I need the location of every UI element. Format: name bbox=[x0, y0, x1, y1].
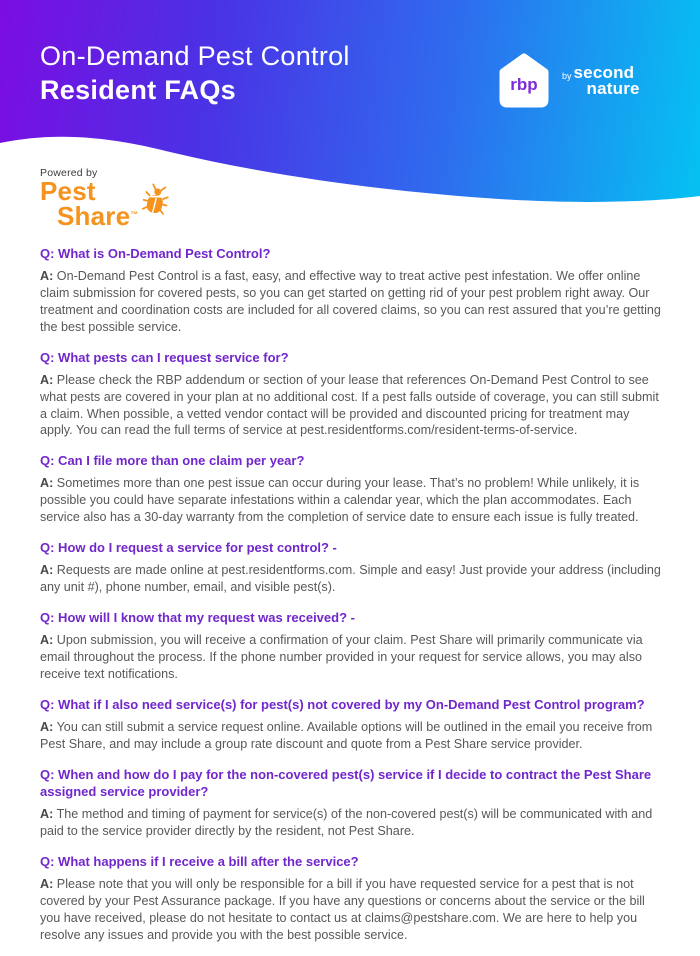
faq-item-6 bbox=[40, 696, 662, 753]
faq-question: Q: When and how do I pay for the non-covered pest(s) service if I decide to contract the Pest Share assigned service provider? bbox=[40, 766, 652, 799]
rbp-logo-text: rbp bbox=[510, 75, 538, 94]
faq-content bbox=[40, 245, 662, 956]
powered-by-label: Powered by bbox=[40, 167, 98, 179]
rbp-second-nature-logo bbox=[494, 48, 640, 114]
rbp-house-icon bbox=[494, 48, 554, 114]
bug-icon bbox=[142, 176, 170, 224]
brand-word-nature: nature bbox=[586, 79, 640, 98]
faq-question: Q: What is On-Demand Pest Control? bbox=[40, 246, 271, 261]
answer-prefix: A: bbox=[40, 719, 54, 734]
faq-answer bbox=[40, 268, 662, 336]
pest-wordmark: Pest bbox=[40, 176, 96, 206]
faq-question: Q: How will I know that my request was received? - bbox=[40, 610, 355, 625]
faq-answer bbox=[40, 719, 662, 753]
faq-answer bbox=[40, 632, 662, 683]
page-title bbox=[40, 40, 350, 108]
answer-text: On-Demand Pest Control is a fast, easy, and effective way to treat active pest infestation. We offer online claim submission for covered pests, so you can get started on getting rid of your pest problem right away. Our treatment and coordination costs are included for all covered claims, so you can rest assured that you’re getting the best possible service. bbox=[40, 269, 661, 334]
faq-item-3 bbox=[40, 452, 662, 526]
faq-item-4 bbox=[40, 539, 662, 596]
faq-question: Q: What if I also need service(s) for pest(s) not covered by my On-Demand Pest Control program? bbox=[40, 696, 645, 712]
answer-prefix: A: bbox=[40, 269, 54, 284]
faq-answer bbox=[40, 876, 662, 944]
share-wordmark: Share™ bbox=[57, 200, 139, 231]
faq-answer bbox=[40, 806, 662, 840]
by-label: by bbox=[562, 70, 572, 81]
faq-answer bbox=[40, 475, 662, 526]
faq-answer bbox=[40, 562, 662, 596]
answer-prefix: A: bbox=[40, 372, 54, 387]
answer-prefix: A: bbox=[40, 563, 54, 578]
answer-text: Upon submission, you will receive a confirmation of your claim. Pest Share will primarily communicate via email throughout the process. If the phone number provided in your request for service allows, you may also receive text notifications. bbox=[40, 633, 643, 681]
brand-word-second: second bbox=[573, 62, 635, 82]
faq-answer bbox=[40, 372, 662, 440]
answer-text: Please note that you will only be responsible for a bill if you have requested service for a pest that is not covered by your Pest Assurance package. If you have any questions or concerns about the service or the bill you have received, please do not hesitate to contact us at claims@pestshare.com. We are here to help you resolve any issues and provide you with the best possible service. bbox=[40, 876, 645, 942]
page-title-line2: Resident FAQs bbox=[40, 74, 236, 105]
page-title-line1: On-Demand Pest Control bbox=[40, 41, 350, 71]
faq-question: Q: How do I request a service for pest control? - bbox=[40, 540, 337, 556]
pest-share-logo bbox=[40, 167, 170, 229]
faq-item-5 bbox=[40, 609, 662, 683]
faq-item-2 bbox=[40, 349, 662, 440]
answer-text: Requests are made online at pest.residentforms.com. Simple and easy! Just provide your address (including any unit #), phone number, email, and visible pest(s). bbox=[40, 563, 661, 595]
faq-item-8 bbox=[40, 853, 662, 944]
faq-question: Q: Can I file more than one claim per year? bbox=[40, 453, 305, 469]
answer-text: The method and timing of payment for service(s) of the non-covered pest(s) will be communicated with and paid to the service provider directly by the resident, not Pest Share. bbox=[40, 807, 653, 838]
faq-item-7 bbox=[40, 766, 662, 840]
answer-text: Sometimes more than one pest issue can occur during your lease. That’s no problem! While unlikely, it is possible you could have separate infestations within a calendar year, which the plan accommodates. Each service also has a 30-day warranty from the completion of service date to ensure each issue is fully treated. bbox=[40, 476, 640, 525]
answer-text: Please check the RBP addendum or section of your lease that references On-Demand Pest Control to see what pests are covered in your plan at no additional cost. If a pest falls outside of coverage, you can still submit a claim. When possible, a vetted vendor contact will be provided and discounted pricing for treatment may apply. You can read the full terms of service at pest.residentforms.com/resident-terms-of-service. bbox=[40, 372, 659, 438]
faq-question: Q: What happens if I receive a bill after the service? bbox=[40, 853, 359, 869]
answer-text: You can still submit a service request online. Available options will be outlined in the email you receive from Pest Share, and may include a group rate discount and quote from a Pest Share service provider. bbox=[40, 719, 653, 751]
trademark-symbol: ™ bbox=[130, 209, 139, 219]
faq-question: Q: What pests can I request service for? bbox=[40, 349, 289, 365]
answer-prefix: A: bbox=[40, 633, 54, 648]
answer-prefix: A: bbox=[40, 876, 54, 891]
answer-prefix: A: bbox=[40, 807, 54, 821]
second-nature-wordmark bbox=[562, 62, 640, 98]
answer-prefix: A: bbox=[40, 476, 54, 491]
faq-item-1 bbox=[40, 245, 662, 336]
